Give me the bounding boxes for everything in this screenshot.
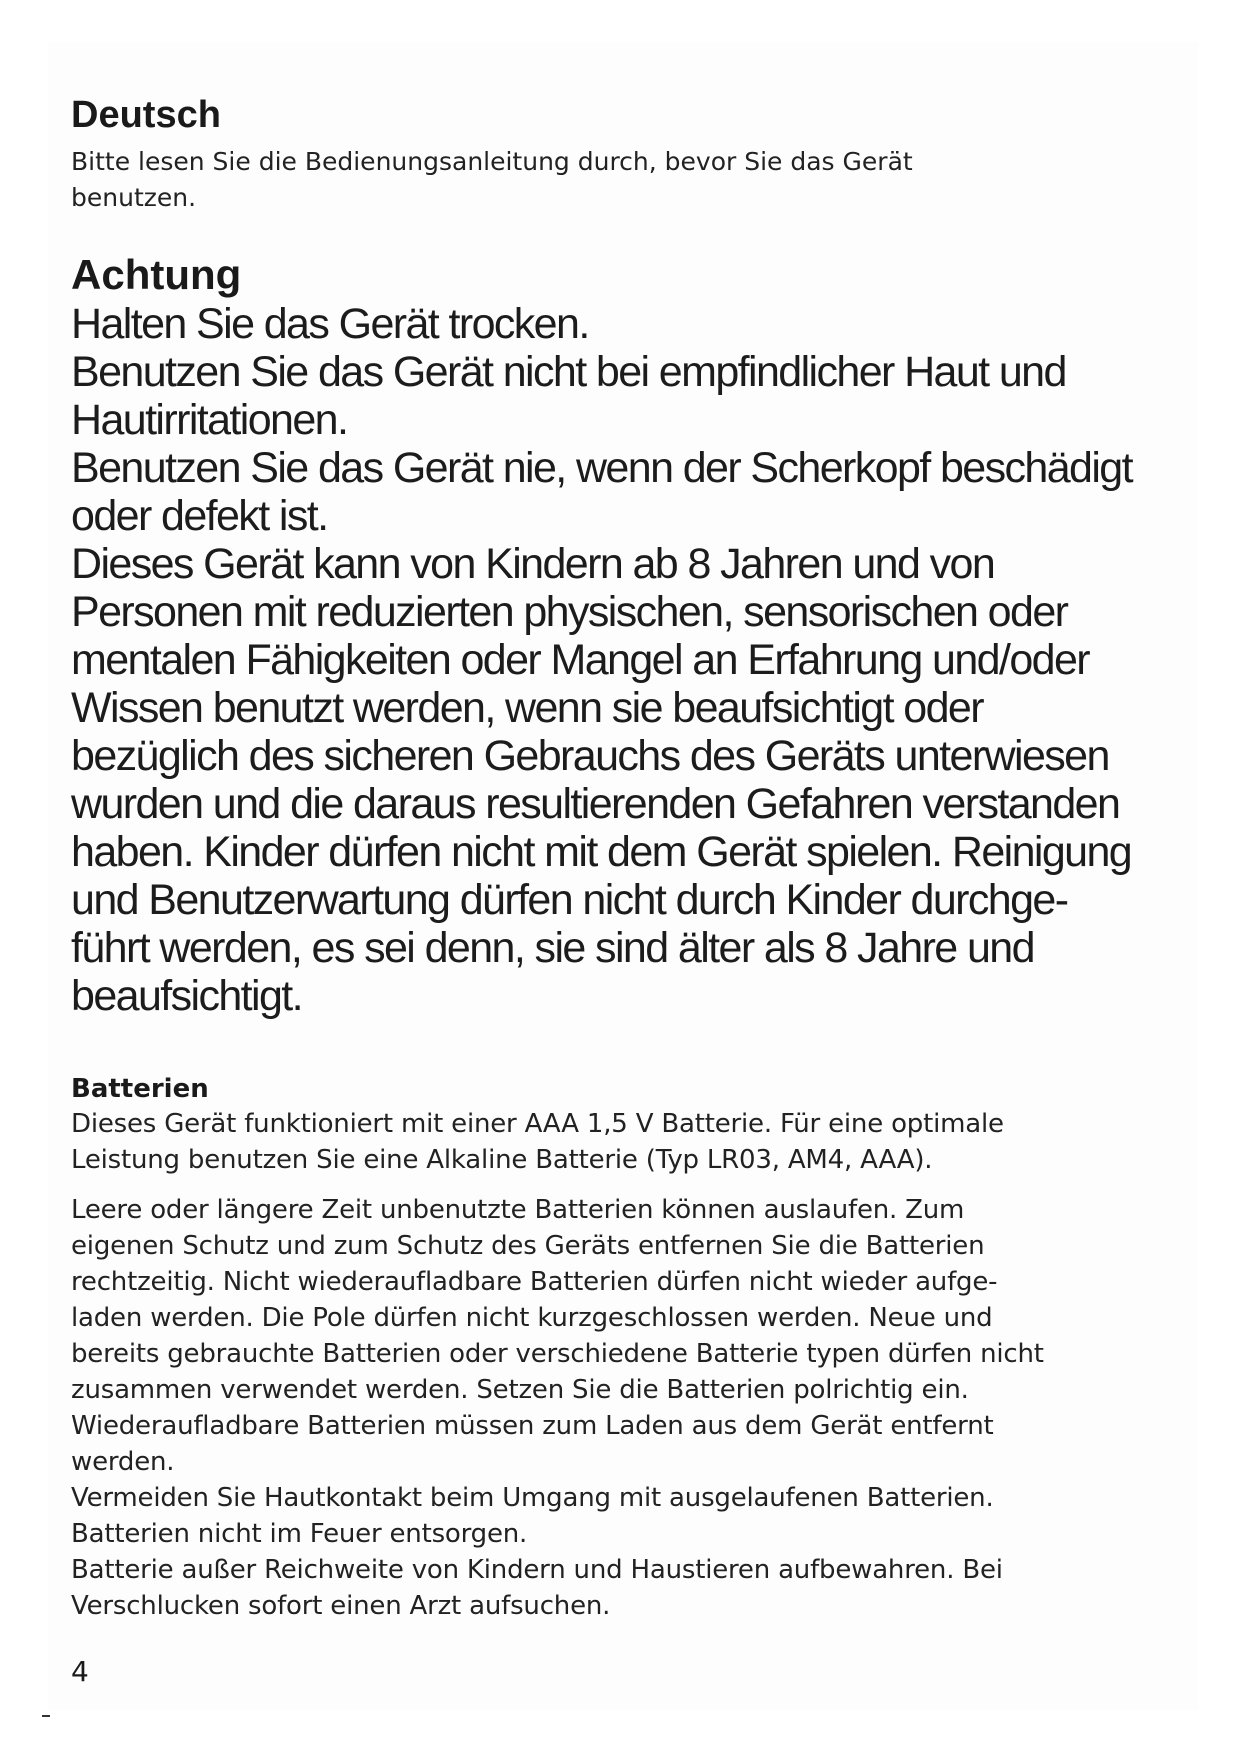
batteries-paragraph-1	[71, 1106, 1191, 1178]
warning-line: Benutzen Sie das Gerät nie, wenn der Scherkopf beschädigt	[71, 444, 1132, 492]
intro-line: Bitte lesen Sie die Bedienungsanleitung durch, bevor Sie das Gerät	[71, 147, 913, 176]
manual-content	[71, 92, 1191, 1624]
batteries-line: Vermeiden Sie Hautkontakt beim Umgang mit ausgelaufenen Batterien.	[71, 1483, 994, 1513]
intro-text	[71, 144, 1071, 216]
batteries-line: Leistung benutzen Sie eine Alkaline Batterie (Typ LR03, AM4, AAA).	[71, 1145, 933, 1175]
warning-line: haben. Kinder dürfen nicht mit dem Gerät spielen. Reinigung	[71, 828, 1132, 876]
batteries-line: werden.	[71, 1447, 175, 1477]
batteries-line: eigenen Schutz und zum Schutz des Geräts entfernen Sie die Batterien	[71, 1231, 985, 1261]
warning-line: Dieses Gerät kann von Kindern ab 8 Jahren und von	[71, 540, 995, 588]
warning-line: Hautirritationen.	[71, 396, 348, 444]
warning-line: bezüglich des sicheren Gebrauchs des Geräts unterwiesen	[71, 732, 1109, 780]
batteries-line: bereits gebrauchte Batterien oder verschiedene Batterie typen dürfen nicht	[71, 1339, 1044, 1369]
warning-text	[71, 300, 1191, 1020]
language-heading: Deutsch	[71, 94, 221, 136]
warning-line: mentalen Fähigkeiten oder Mangel an Erfahrung und/oder	[71, 636, 1089, 684]
batteries-line: rechtzeitig. Nicht wiederaufladbare Batterien dürfen nicht wieder aufge-	[71, 1267, 998, 1297]
edge-mark	[42, 1715, 50, 1717]
warning-line: Wissen benutzt werden, wenn sie beaufsichtigt oder	[71, 684, 983, 732]
batteries-line: Batterien nicht im Feuer entsorgen.	[71, 1519, 528, 1549]
warning-line: und Benutzerwartung dürfen nicht durch Kinder durchge-	[71, 876, 1068, 924]
warning-line: oder defekt ist.	[71, 492, 328, 540]
batteries-line: zusammen verwendet werden. Setzen Sie die Batterien polrichtig ein.	[71, 1375, 969, 1405]
batteries-line: Leere oder längere Zeit unbenutzte Batterien können auslaufen. Zum	[71, 1195, 965, 1225]
warning-line: Benutzen Sie das Gerät nicht bei empfindlicher Haut und	[71, 348, 1066, 396]
batteries-paragraph-2	[71, 1192, 1191, 1624]
batteries-heading: Batterien	[71, 1074, 209, 1104]
batteries-line: Verschlucken sofort einen Arzt aufsuchen.	[71, 1591, 611, 1621]
warning-line: führt werden, es sei denn, sie sind älter als 8 Jahre und	[71, 924, 1034, 972]
batteries-line: Wiederaufladbare Batterien müssen zum Laden aus dem Gerät entfernt	[71, 1411, 994, 1441]
warning-line: beaufsichtigt.	[71, 972, 302, 1020]
warning-line: Halten Sie das Gerät trocken.	[71, 300, 589, 348]
batteries-line: Dieses Gerät funktioniert mit einer AAA 1,5 V Batterie. Für eine optimale	[71, 1109, 1004, 1139]
warning-line: Personen mit reduzierten physischen, sensorischen oder	[71, 588, 1068, 636]
batteries-line: Batterie außer Reichweite von Kindern und Haustieren aufbewahren. Bei	[71, 1555, 1003, 1585]
page-number: 4	[71, 1655, 89, 1688]
batteries-line: laden werden. Die Pole dürfen nicht kurzgeschlossen werden. Neue und	[71, 1303, 993, 1333]
warning-line: wurden und die daraus resultierenden Gefahren verstanden	[71, 780, 1120, 828]
warning-heading: Achtung	[71, 251, 242, 298]
intro-line: benutzen.	[71, 183, 197, 212]
